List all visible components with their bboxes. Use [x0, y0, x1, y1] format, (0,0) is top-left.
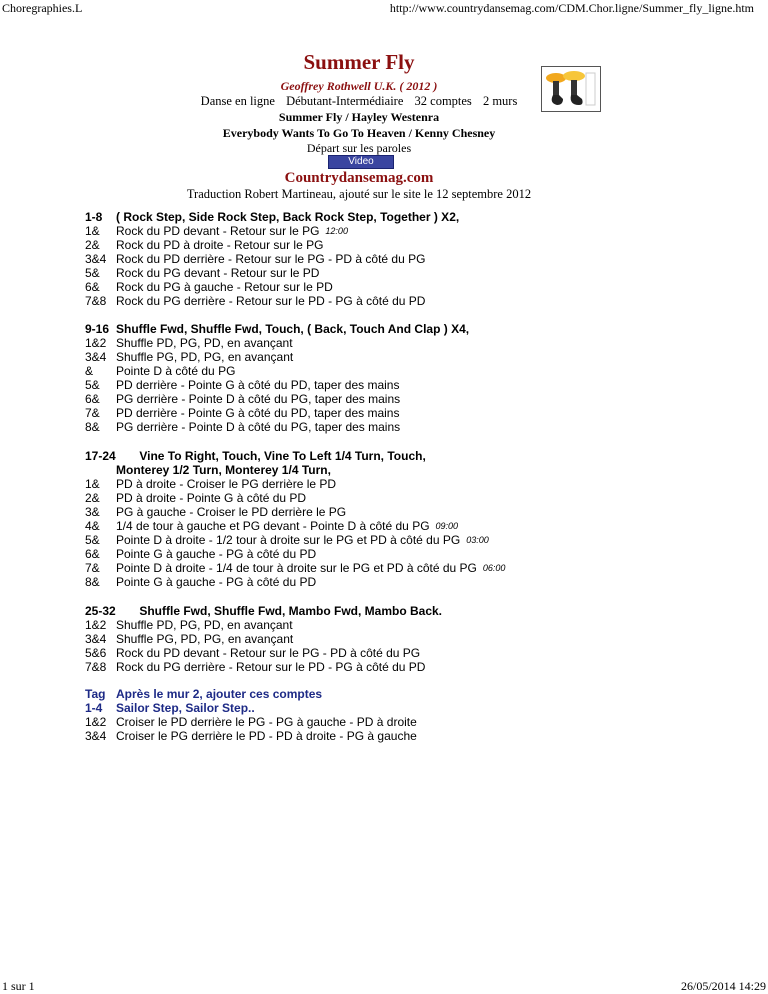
step-row	[85, 505, 505, 519]
step-description: PG derrière - Pointe D à côté du PG, taper des mains	[116, 420, 401, 434]
wall-direction: 06:00	[482, 563, 506, 573]
step-description: Pointe G à gauche - PG à côté du PD	[116, 547, 317, 561]
step-row	[85, 406, 469, 420]
step-row	[85, 280, 459, 294]
step-description: PD derrière - Pointe G à côté du PD, taper des mains	[116, 378, 400, 392]
step-description: Rock du PD derrière - Retour sur le PG - PD à côté du PG	[116, 252, 426, 266]
step-count: 5&6	[85, 646, 107, 660]
step-description: Rock du PG à gauche - Retour sur le PD	[116, 280, 333, 294]
page-number: 1 sur 1	[2, 979, 35, 993]
step-row	[85, 238, 459, 252]
step-description: PD derrière - Pointe G à côté du PD, taper des mains	[116, 406, 400, 420]
step-count: 7&8	[85, 294, 107, 308]
step-description: Pointe D à côté du PG	[116, 364, 236, 378]
step-row	[85, 575, 505, 589]
step-heading	[85, 322, 469, 336]
step-section-25-32	[85, 604, 442, 674]
step-row	[85, 729, 417, 743]
step-row	[85, 477, 505, 491]
step-count: 3&4	[85, 632, 107, 646]
dance-counts: 32 comptes	[414, 94, 472, 108]
step-description: PD à droite - Croiser le PG derrière le PD	[116, 477, 337, 491]
step-description: Shuffle Fwd, Shuffle Fwd, Touch, ( Back, Touch And Clap ) X4,	[116, 322, 470, 336]
step-description: Vine To Right, Touch, Vine To Left 1/4 Turn, Touch,	[116, 449, 426, 463]
step-description: PD à droite - Pointe G à côté du PD	[116, 491, 307, 505]
step-description: PG derrière - Pointe D à côté du PG, taper des mains	[116, 392, 401, 406]
choreographer-line: Geoffrey Rothwell U.K. ( 2012 )	[280, 79, 438, 93]
step-count: 2&	[85, 491, 100, 505]
step-description: Rock du PD devant - Retour sur le PG	[116, 224, 320, 238]
step-count: Tag	[85, 687, 106, 701]
step-count: 1&2	[85, 336, 107, 350]
step-count: 1&2	[85, 618, 107, 632]
step-count: 7&	[85, 406, 100, 420]
step-description: PG à gauche - Croiser le PD derrière le PG	[116, 505, 347, 519]
step-count: 3&4	[85, 729, 107, 743]
step-row	[85, 266, 459, 280]
step-count	[85, 463, 116, 477]
step-count: 1-8	[85, 210, 103, 224]
step-count: 7&8	[85, 660, 107, 674]
start-note: Départ sur les paroles	[306, 141, 412, 155]
step-description: Pointe D à droite - 1/4 de tour à droite sur le PG et PD à côté du PG	[116, 561, 477, 575]
step-count: 8&	[85, 420, 100, 434]
step-section-1-8	[85, 210, 459, 308]
step-count: 5&	[85, 378, 100, 392]
step-count: 1-4	[85, 701, 103, 715]
step-description: Rock du PG derrière - Retour sur le PD - PG à côté du PD	[116, 294, 426, 308]
dance-level: Débutant-Intermédiaire	[286, 94, 404, 108]
step-heading	[85, 463, 505, 477]
step-row	[85, 646, 442, 660]
step-row	[85, 533, 505, 547]
song-primary: Summer Fly / Hayley Westenra	[278, 110, 440, 124]
step-count: 6&	[85, 547, 100, 561]
step-description: Sailor Step, Sailor Step..	[116, 701, 255, 715]
step-count: 3&4	[85, 350, 107, 364]
step-description: Rock du PG devant - Retour sur le PD	[116, 266, 320, 280]
wall-direction: 12:00	[325, 226, 348, 236]
step-heading	[85, 687, 417, 701]
step-count: 1&2	[85, 715, 107, 729]
step-description: Pointe D à droite - 1/2 tour à droite sur le PG et PD à côté du PG	[116, 533, 461, 547]
step-description: Rock du PG derrière - Retour sur le PD - PG à côté du PD	[116, 660, 426, 674]
step-heading	[85, 449, 505, 463]
step-count: 6&	[85, 280, 100, 294]
translation-credit: Traduction Robert Martineau, ajouté sur le site le 12 septembre 2012	[186, 187, 532, 201]
song-alternate: Everybody Wants To Go To Heaven / Kenny Chesney	[222, 126, 496, 140]
step-description: Shuffle PD, PG, PD, en avançant	[116, 618, 293, 632]
browser-url[interactable]: http://www.countrydansemag.com/CDM.Chor.ligne/Summer_fly_ligne.htm	[389, 1, 754, 15]
step-count: 4&	[85, 519, 100, 533]
step-description: Shuffle PD, PG, PD, en avançant	[116, 336, 293, 350]
dance-walls: 2 murs	[482, 94, 518, 108]
step-count: 9-16	[85, 322, 110, 336]
step-row	[85, 491, 505, 505]
step-count: 17-24	[85, 449, 116, 463]
step-description: Shuffle Fwd, Shuffle Fwd, Mambo Fwd, Mambo Back.	[116, 604, 443, 618]
step-description: Rock du PD devant - Retour sur le PG - PD à côté du PG	[116, 646, 421, 660]
step-description: Monterey 1/2 Turn, Monterey 1/4 Turn,	[116, 463, 331, 477]
step-count: &	[85, 364, 94, 378]
step-row	[85, 294, 459, 308]
step-row	[85, 420, 469, 434]
step-description: Croiser le PG derrière le PD - PD à droite - PG à gauche	[116, 729, 417, 743]
dance-type: Danse en ligne	[200, 94, 275, 108]
step-count: 5&	[85, 266, 100, 280]
step-count: 5&	[85, 533, 100, 547]
step-count: 7&	[85, 561, 100, 575]
step-heading	[85, 604, 442, 618]
step-row	[85, 618, 442, 632]
step-section-tag	[85, 687, 417, 743]
step-row	[85, 378, 469, 392]
dance-meta	[0, 94, 718, 109]
step-row	[85, 336, 469, 350]
browser-page-title: Choregraphies.L	[2, 1, 83, 15]
step-row	[85, 715, 417, 729]
step-description: Shuffle PG, PD, PG, en avançant	[116, 632, 294, 646]
step-count: 3&	[85, 505, 100, 519]
step-row	[85, 547, 505, 561]
step-description: Rock du PD à droite - Retour sur le PG	[116, 238, 324, 252]
step-row	[85, 224, 459, 238]
step-row	[85, 364, 469, 378]
dance-title: Summer Fly	[303, 50, 415, 74]
step-row	[85, 632, 442, 646]
step-row	[85, 350, 469, 364]
step-count: 6&	[85, 392, 100, 406]
step-row	[85, 519, 505, 533]
step-description: Pointe G à gauche - PG à côté du PD	[116, 575, 317, 589]
site-link[interactable]: Countrydansemag.com	[284, 170, 434, 186]
print-datetime: 26/05/2014 14:29	[680, 979, 766, 993]
step-description: ( Rock Step, Side Rock Step, Back Rock Step, Together ) X2,	[116, 210, 460, 224]
step-row	[85, 561, 505, 575]
wall-direction: 09:00	[435, 521, 459, 531]
video-button[interactable]: Video	[328, 155, 394, 169]
step-row	[85, 252, 459, 266]
step-heading	[85, 701, 417, 715]
step-count: 2&	[85, 238, 100, 252]
step-description: Après le mur 2, ajouter ces comptes	[116, 687, 323, 701]
step-section-17-24	[85, 449, 505, 589]
step-section-9-16	[85, 322, 469, 434]
step-description: Croiser le PD derrière le PG - PG à gauche - PD à droite	[116, 715, 417, 729]
step-count: 8&	[85, 575, 100, 589]
step-row	[85, 392, 469, 406]
step-row	[85, 660, 442, 674]
step-count: 1&	[85, 477, 100, 491]
step-count: 1&	[85, 224, 100, 238]
step-count: 3&4	[85, 252, 107, 266]
step-heading	[85, 210, 459, 224]
step-count: 25-32	[85, 604, 116, 618]
step-description: Shuffle PG, PD, PG, en avançant	[116, 350, 294, 364]
wall-direction: 03:00	[466, 535, 489, 545]
step-description: 1/4 de tour à gauche et PG devant - Pointe D à côté du PG	[116, 519, 430, 533]
